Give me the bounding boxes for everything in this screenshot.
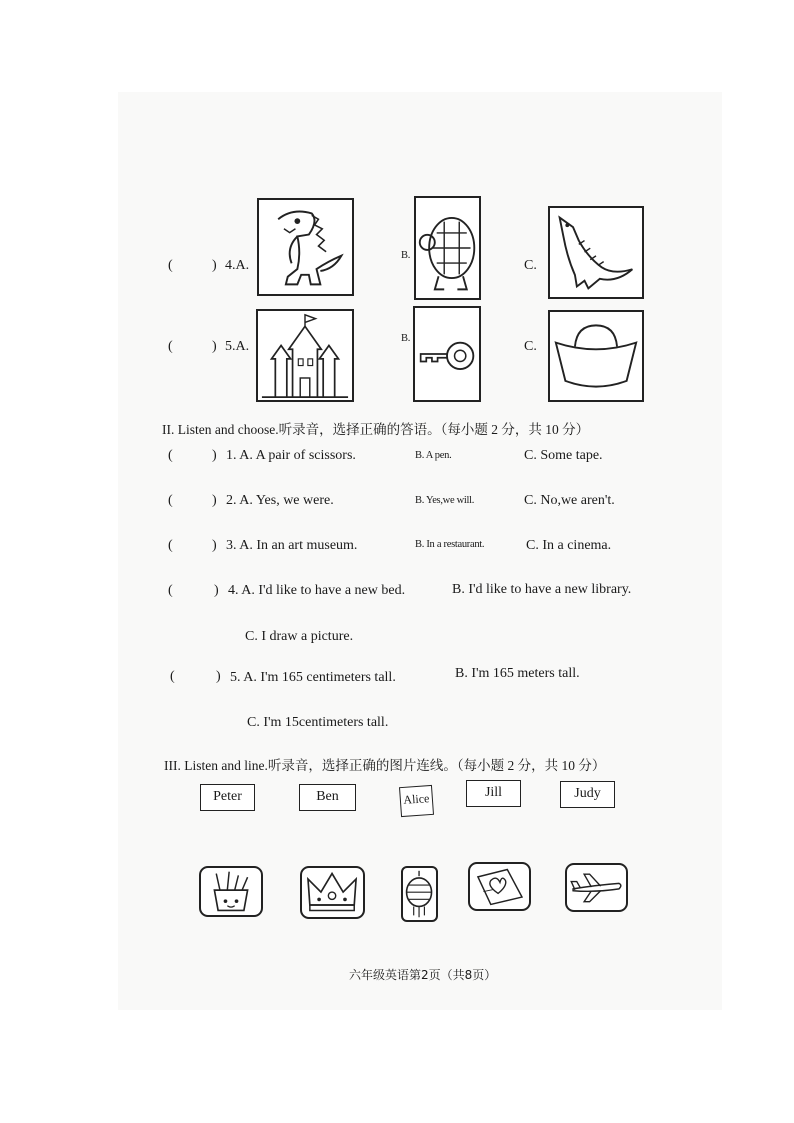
- s2-q4-close: ): [214, 583, 219, 598]
- page-footer: 六年级英语第2页（共8页）: [349, 968, 497, 982]
- s2-q5-close: ): [216, 669, 221, 684]
- heart-card-icon: [468, 862, 531, 911]
- dinosaur-icon: [257, 198, 354, 296]
- lantern-icon: [401, 866, 438, 922]
- q5-option-b: B.: [401, 333, 411, 344]
- s2-q4-option-b: B. I'd like to have a new library.: [452, 582, 632, 597]
- s2-q4-option-c: C. I draw a picture.: [245, 629, 354, 644]
- s2-q2-open: (: [168, 493, 173, 508]
- q5-close-bracket: ): [212, 339, 217, 354]
- s2-q2-option-a: 2. A. Yes, we were.: [226, 493, 334, 508]
- s2-q5-option-a: 5. A. I'm 165 centimeters tall.: [230, 670, 396, 685]
- s2-q1-option-a: 1. A. A pair of scissors.: [226, 448, 356, 463]
- q5-option-c: C.: [524, 339, 537, 354]
- key-icon: [413, 306, 481, 402]
- section-2-heading: II. Listen and choose.听录音，选择正确的答语。（每小题 2 分，共 10 分）: [162, 422, 590, 437]
- q4-label: 4.A.: [225, 258, 250, 273]
- s2-q5-option-c: C. I'm 15centimeters tall.: [247, 715, 389, 730]
- q4-open-bracket: (: [168, 258, 173, 273]
- s2-q3-open: (: [168, 538, 173, 553]
- name-box-judy: Judy: [560, 781, 615, 808]
- s2-q3-option-a: 3. A. In an art museum.: [226, 538, 358, 553]
- q4-option-b: B.: [401, 250, 411, 261]
- s2-q3-close: ): [212, 538, 217, 553]
- section-3-heading: III. Listen and line.听录音，选择正确的图片连线。（每小题 2 分，共 10 分）: [164, 758, 606, 773]
- s2-q1-close: ): [212, 448, 217, 463]
- s2-q4-option-a: 4. A. I'd like to have a new bed.: [228, 583, 406, 598]
- s2-q1-open: (: [168, 448, 173, 463]
- s2-q2-option-c: C. No,we aren't.: [524, 493, 615, 508]
- q4-option-c: C.: [524, 258, 537, 273]
- gold-ingot-icon: [548, 310, 644, 402]
- q5-label: 5.A.: [225, 339, 250, 354]
- s2-q5-option-b: B. I'm 165 meters tall.: [455, 666, 580, 681]
- castle-icon: [256, 309, 354, 402]
- s2-q4-open: (: [168, 583, 173, 598]
- s2-q5-open: (: [170, 669, 175, 684]
- s2-q1-option-c: C. Some tape.: [524, 448, 603, 463]
- name-box-alice: Alice: [399, 785, 434, 817]
- s2-q1-option-b: B. A pen.: [415, 450, 452, 461]
- crocodile-icon: [548, 206, 644, 299]
- pen-holder-icon: [199, 866, 263, 917]
- name-box-ben: Ben: [299, 784, 356, 811]
- crown-icon: [300, 866, 365, 919]
- turtle-icon: [414, 196, 481, 300]
- s2-q2-option-b: B. Yes,we will.: [415, 495, 475, 506]
- q4-close-bracket: ): [212, 258, 217, 273]
- s2-q2-close: ): [212, 493, 217, 508]
- q5-open-bracket: (: [168, 339, 173, 354]
- s2-q3-option-b: B. In a restaurant.: [415, 539, 485, 550]
- name-box-jill: Jill: [466, 780, 521, 807]
- s2-q3-option-c: C. In a cinema.: [526, 538, 612, 553]
- name-box-peter: Peter: [200, 784, 255, 811]
- airplane-icon: [565, 863, 628, 912]
